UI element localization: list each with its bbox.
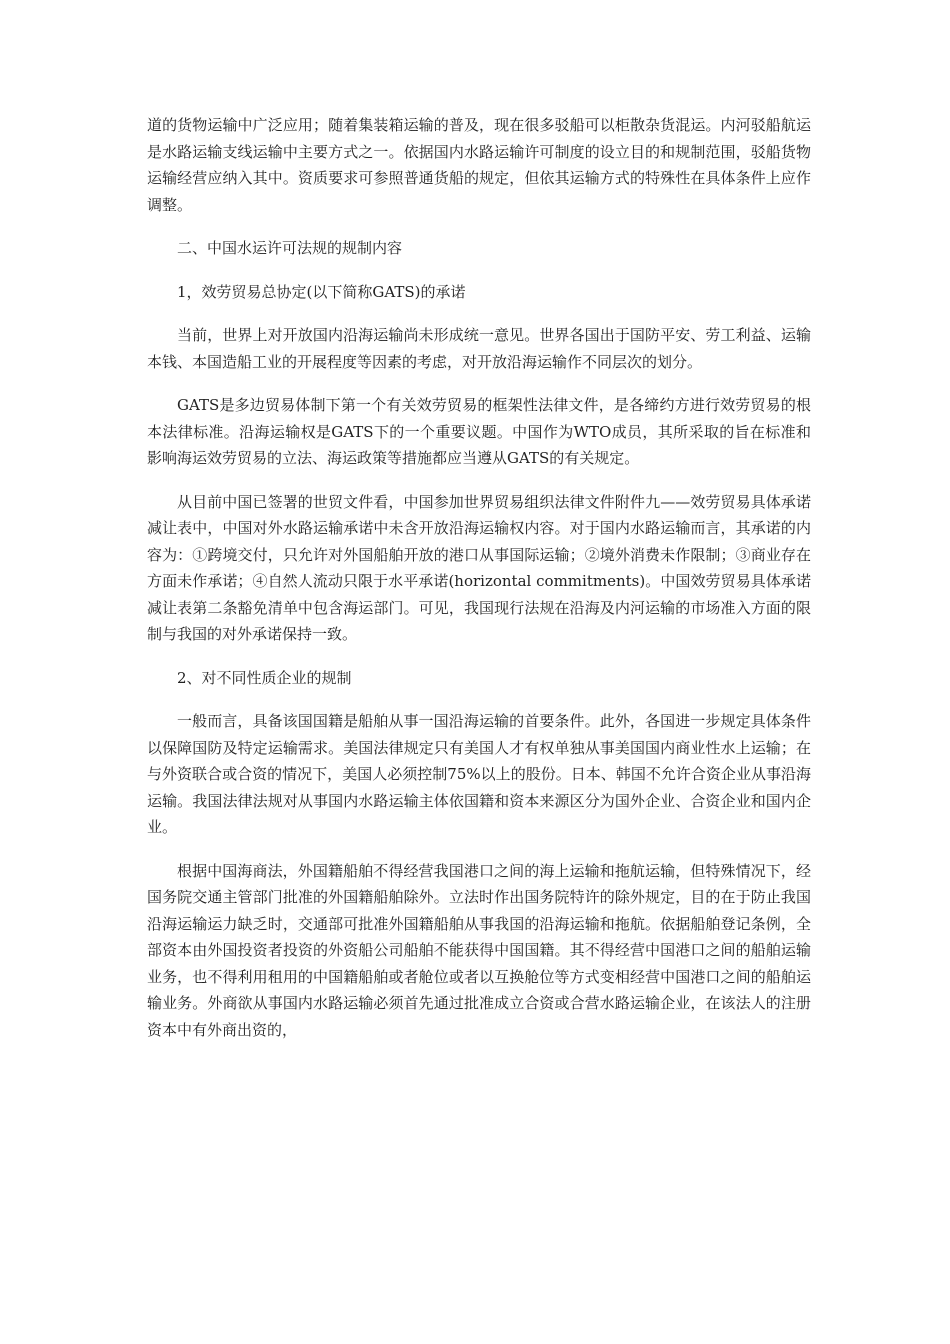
paragraph-coastal-transport: 当前，世界上对开放国内沿海运输尚未形成统一意见。世界各国出于国防平安、劳工利益、运输本钱、本国造船工业的开展程度等因素的考虑，对开放沿海运输作不同层次的划分。 [147, 326, 811, 371]
paragraph-intro-continued: 道的货物运输中广泛应用；随着集装箱运输的普及，现在很多驳船可以柜散杂货混运。内河驳船航运是水路运输支线运输中主要方式之一。依据国内水路运输许可制度的设立目的和规制范围，驳船货物运输经营应纳入其中。资质要求可参照普通货船的规定，但依其运输方式的特殊性在具体条件上应作调整。 [147, 116, 811, 214]
paragraph-gats: GATS是多边贸易体制下第一个有关效劳贸易的框架性法律文件，是各缔约方进行效劳贸易的根本法律标准。沿海运输权是GATS下的一个重要议题。中国作为WTO成员，其所采取的旨在标准和影响海运效劳贸易的立法、海运政策等措施都应当遵从GATS的有关规定。 [147, 396, 811, 467]
paragraph-wto-commitments: 从目前中国已签署的世贸文件看，中国参加世界贸易组织法律文件附件九——效劳贸易具体承诺减让表中，中国对外水路运输承诺中未含开放沿海运输权内容。对于国内水路运输而言，其承诺的内容为：①跨境交付，只允许对外国船舶开放的港口从事国际运输；②境外消费未作限制；③商业存在方面未作承诺；④自然人流动只限于水平承诺(horizontal commitments)。中国效劳贸易具体承诺减让表第二条豁免清单中包含海运部门。可见，我国现行法规在沿海及内河运输的市场准入方面的限制与我国的对外承诺保持一致。 [147, 492, 811, 643]
document-page [147, 112, 811, 1060]
subsection-heading-gats: 1，效劳贸易总协定(以下简称GATS)的承诺 [177, 282, 466, 301]
paragraph-maritime-law: 根据中国海商法，外国籍船舶不得经营我国港口之间的海上运输和拖航运输，但特殊情况下，经国务院交通主管部门批准的外国籍船舶除外。立法时作出国务院特许的除外规定，目的在于防止我国沿海运输运力缺乏时，交通部可批准外国籍船舶从事我国的沿海运输和拖航。依据船舶登记条例，全部资本由外国投资者投资的外资船公司船舶不能获得中国国籍。其不得经营中国港口之间的船舶运输业务，也不得利用租用的中国籍船舶或者舱位或者以互换舱位等方式变相经营中国港口之间的船舶运输业务。外商欲从事国内水路运输必须首先通过批准成立合资或合营水路运输企业，在该法人的注册资本中有外商出资的， [147, 861, 811, 1039]
subsection-heading-enterprises: 2、对不同性质企业的规制 [177, 668, 352, 687]
paragraph-nationality: 一般而言，具备该国国籍是船舶从事一国沿海运输的首要条件。此外，各国进一步规定具体条件以保障国防及特定运输需求。美国法律规定只有美国人才有权单独从事美国国内商业性水上运输；在与外资联合或合资的情况下，美国人必须控制75%以上的股份。日本、韩国不允许合资企业从事沿海运输。我国法律法规对从事国内水路运输主体依国籍和资本来源区分为国外企业、合资企业和国内企业。 [147, 712, 811, 836]
section-heading-2: 二、中国水运许可法规的规制内容 [177, 239, 403, 257]
